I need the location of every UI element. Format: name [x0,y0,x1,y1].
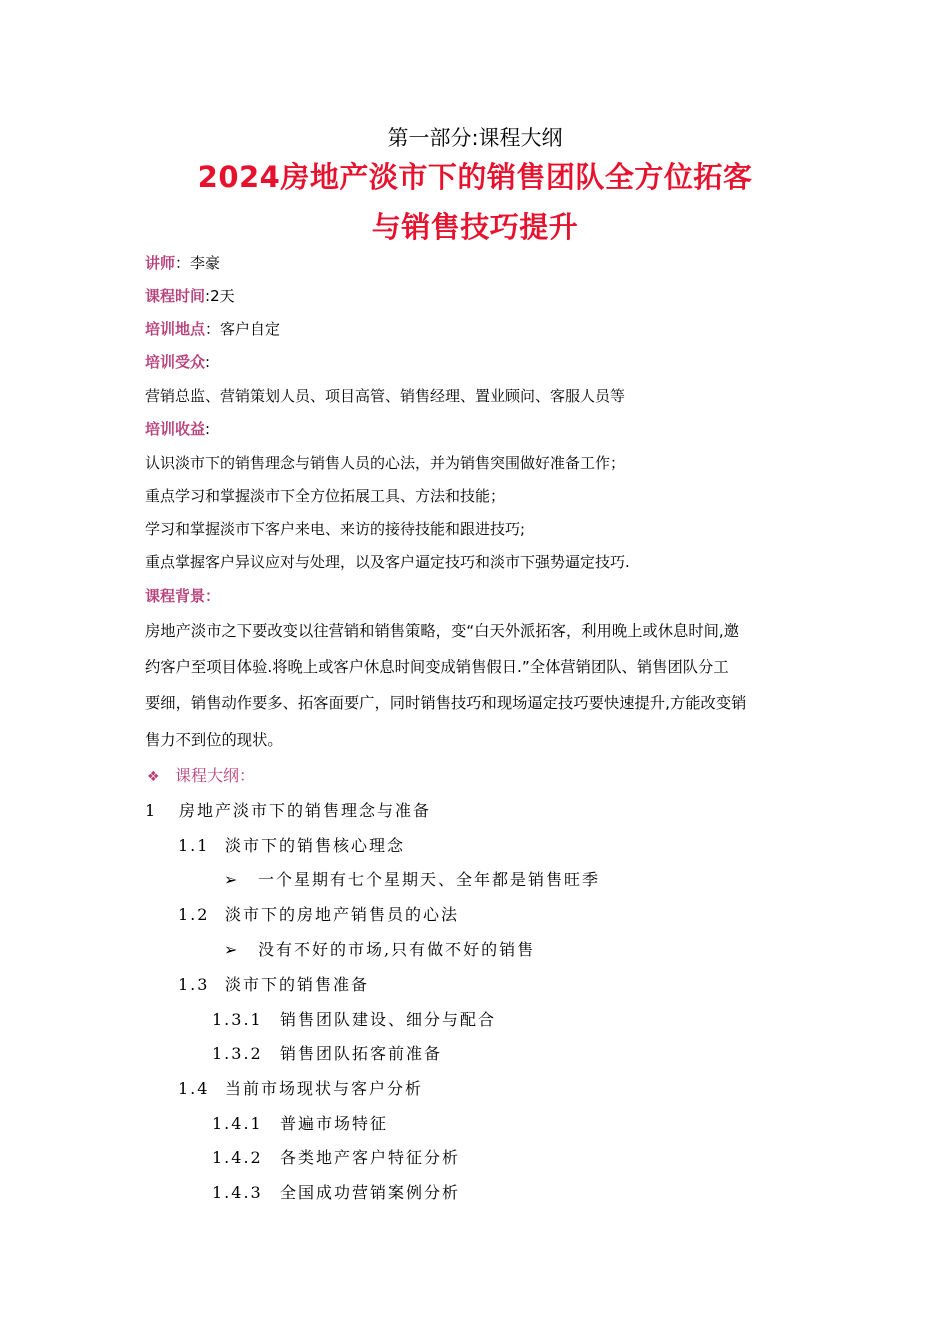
instructor-label: 讲师 [145,254,176,272]
outline-item [212,1041,442,1064]
course-title-line-1: 2024房地产淡市下的销售团队全方位拓客 [197,160,753,194]
benefit-item: 重点学习和掌握淡市下全方位拓展工具、方法和技能； [145,487,506,505]
outline-text: 全国成功营销案例分析 [280,1183,461,1202]
outline-number: 1.4.2 [212,1148,263,1167]
outline-item [178,972,369,995]
outline-number: 1 [145,801,158,820]
outline-item [212,1145,460,1168]
outline-item [212,1007,496,1030]
outline-text: 销售团队建设、细分与配合 [280,1010,497,1029]
outline-text: 没有不好的市场,只有做不好的销售 [258,940,536,959]
audience-row [145,351,210,372]
background-label: 课程背景： [145,587,221,605]
outline-number: 1.3 [178,975,210,994]
arrow-bullet-icon: ➢ [224,940,240,959]
outline-text: 一个星期有七个星期天、全年都是销售旺季 [258,870,601,889]
instructor-separator: ： [175,254,191,272]
outline-number: 1.3.1 [212,1010,263,1029]
outline-number: 1.4.3 [212,1183,263,1202]
audience-separator: : [205,353,211,371]
benefit-item: 认识淡市下的销售理念与销售人员的心法，并为销售突围做好准备工作； [145,454,626,472]
outline-text: 淡市下的销售准备 [225,975,370,994]
duration-label: 课程时间 [145,287,206,305]
benefits-separator: : [205,420,211,438]
outline-text: 房地产淡市下的销售理念与准备 [179,801,432,820]
outline-number: 1.4 [178,1079,210,1098]
diamond-bullet-icon: ❖ [147,769,160,785]
outline-item [212,1180,460,1203]
location-label: 培训地点 [145,320,206,338]
benefit-item: 学习和掌握淡市下客户来电、来访的接待技能和跟进技巧; [145,520,526,538]
outline-number: 1.1 [178,836,210,855]
audience-label: 培训受众 [145,353,206,371]
benefit-item: 重点掌握客户异议应对与处理，以及客户逼定技巧和淡市下强势逼定技巧. [145,553,630,571]
arrow-bullet-icon: ➢ [224,870,240,889]
background-paragraph-line: 售力不到位的现状。 [145,731,283,749]
outline-text: 当前市场现状与客户分析 [225,1079,424,1098]
background-paragraph-line: 约客户至项目体验.将晚上或客户休息时间变成销售假日.”全体营销团队、销售团队分工 [145,658,729,676]
benefits-label: 培训收益 [145,420,206,438]
outline-text: 淡市下的房地产销售员的心法 [225,905,460,924]
instructor-value: 李豪 [190,254,221,272]
location-separator: ： [205,320,221,338]
outline-item [212,1111,388,1134]
background-paragraph-line: 要细，销售动作要多、拓客面要广，同时销售技巧和现场逼定技巧要快速提升,方能改变销 [145,694,747,712]
outline-item [224,937,535,960]
outline-text: 普遍市场特征 [280,1114,389,1133]
course-title-line-2: 与销售技巧提升 [371,210,579,244]
location-value: 客户自定 [220,320,281,338]
outline-heading-row [147,763,255,786]
outline-number: 1.2 [178,905,210,924]
part-title: 第一部分:课程大纲 [387,126,563,150]
outline-number: 1.4.1 [212,1114,263,1133]
outline-item [178,833,405,856]
instructor-row [145,252,220,273]
duration-row [145,285,235,306]
benefits-row [145,418,210,439]
duration-separator: : [205,287,211,305]
outline-item [178,902,459,925]
outline-heading: 课程大纲： [175,766,256,785]
outline-text: 销售团队拓客前准备 [280,1044,443,1063]
outline-text: 各类地产客户特征分析 [280,1148,461,1167]
outline-text: 淡市下的销售核心理念 [225,836,406,855]
background-paragraph-line: 房地产淡市之下要改变以往营销和销售策略，变“白天外派拓客，利用晚上或休息时间,邀 [145,622,740,640]
audience-value: 营销总监、营销策划人员、项目高管、销售经理、置业顾问、客服人员等 [145,387,626,405]
location-row [145,318,280,339]
outline-number: 1.3.2 [212,1044,263,1063]
outline-item [145,798,431,821]
outline-item [224,867,600,890]
outline-item [178,1076,423,1099]
duration-value: 2天 [210,287,235,305]
